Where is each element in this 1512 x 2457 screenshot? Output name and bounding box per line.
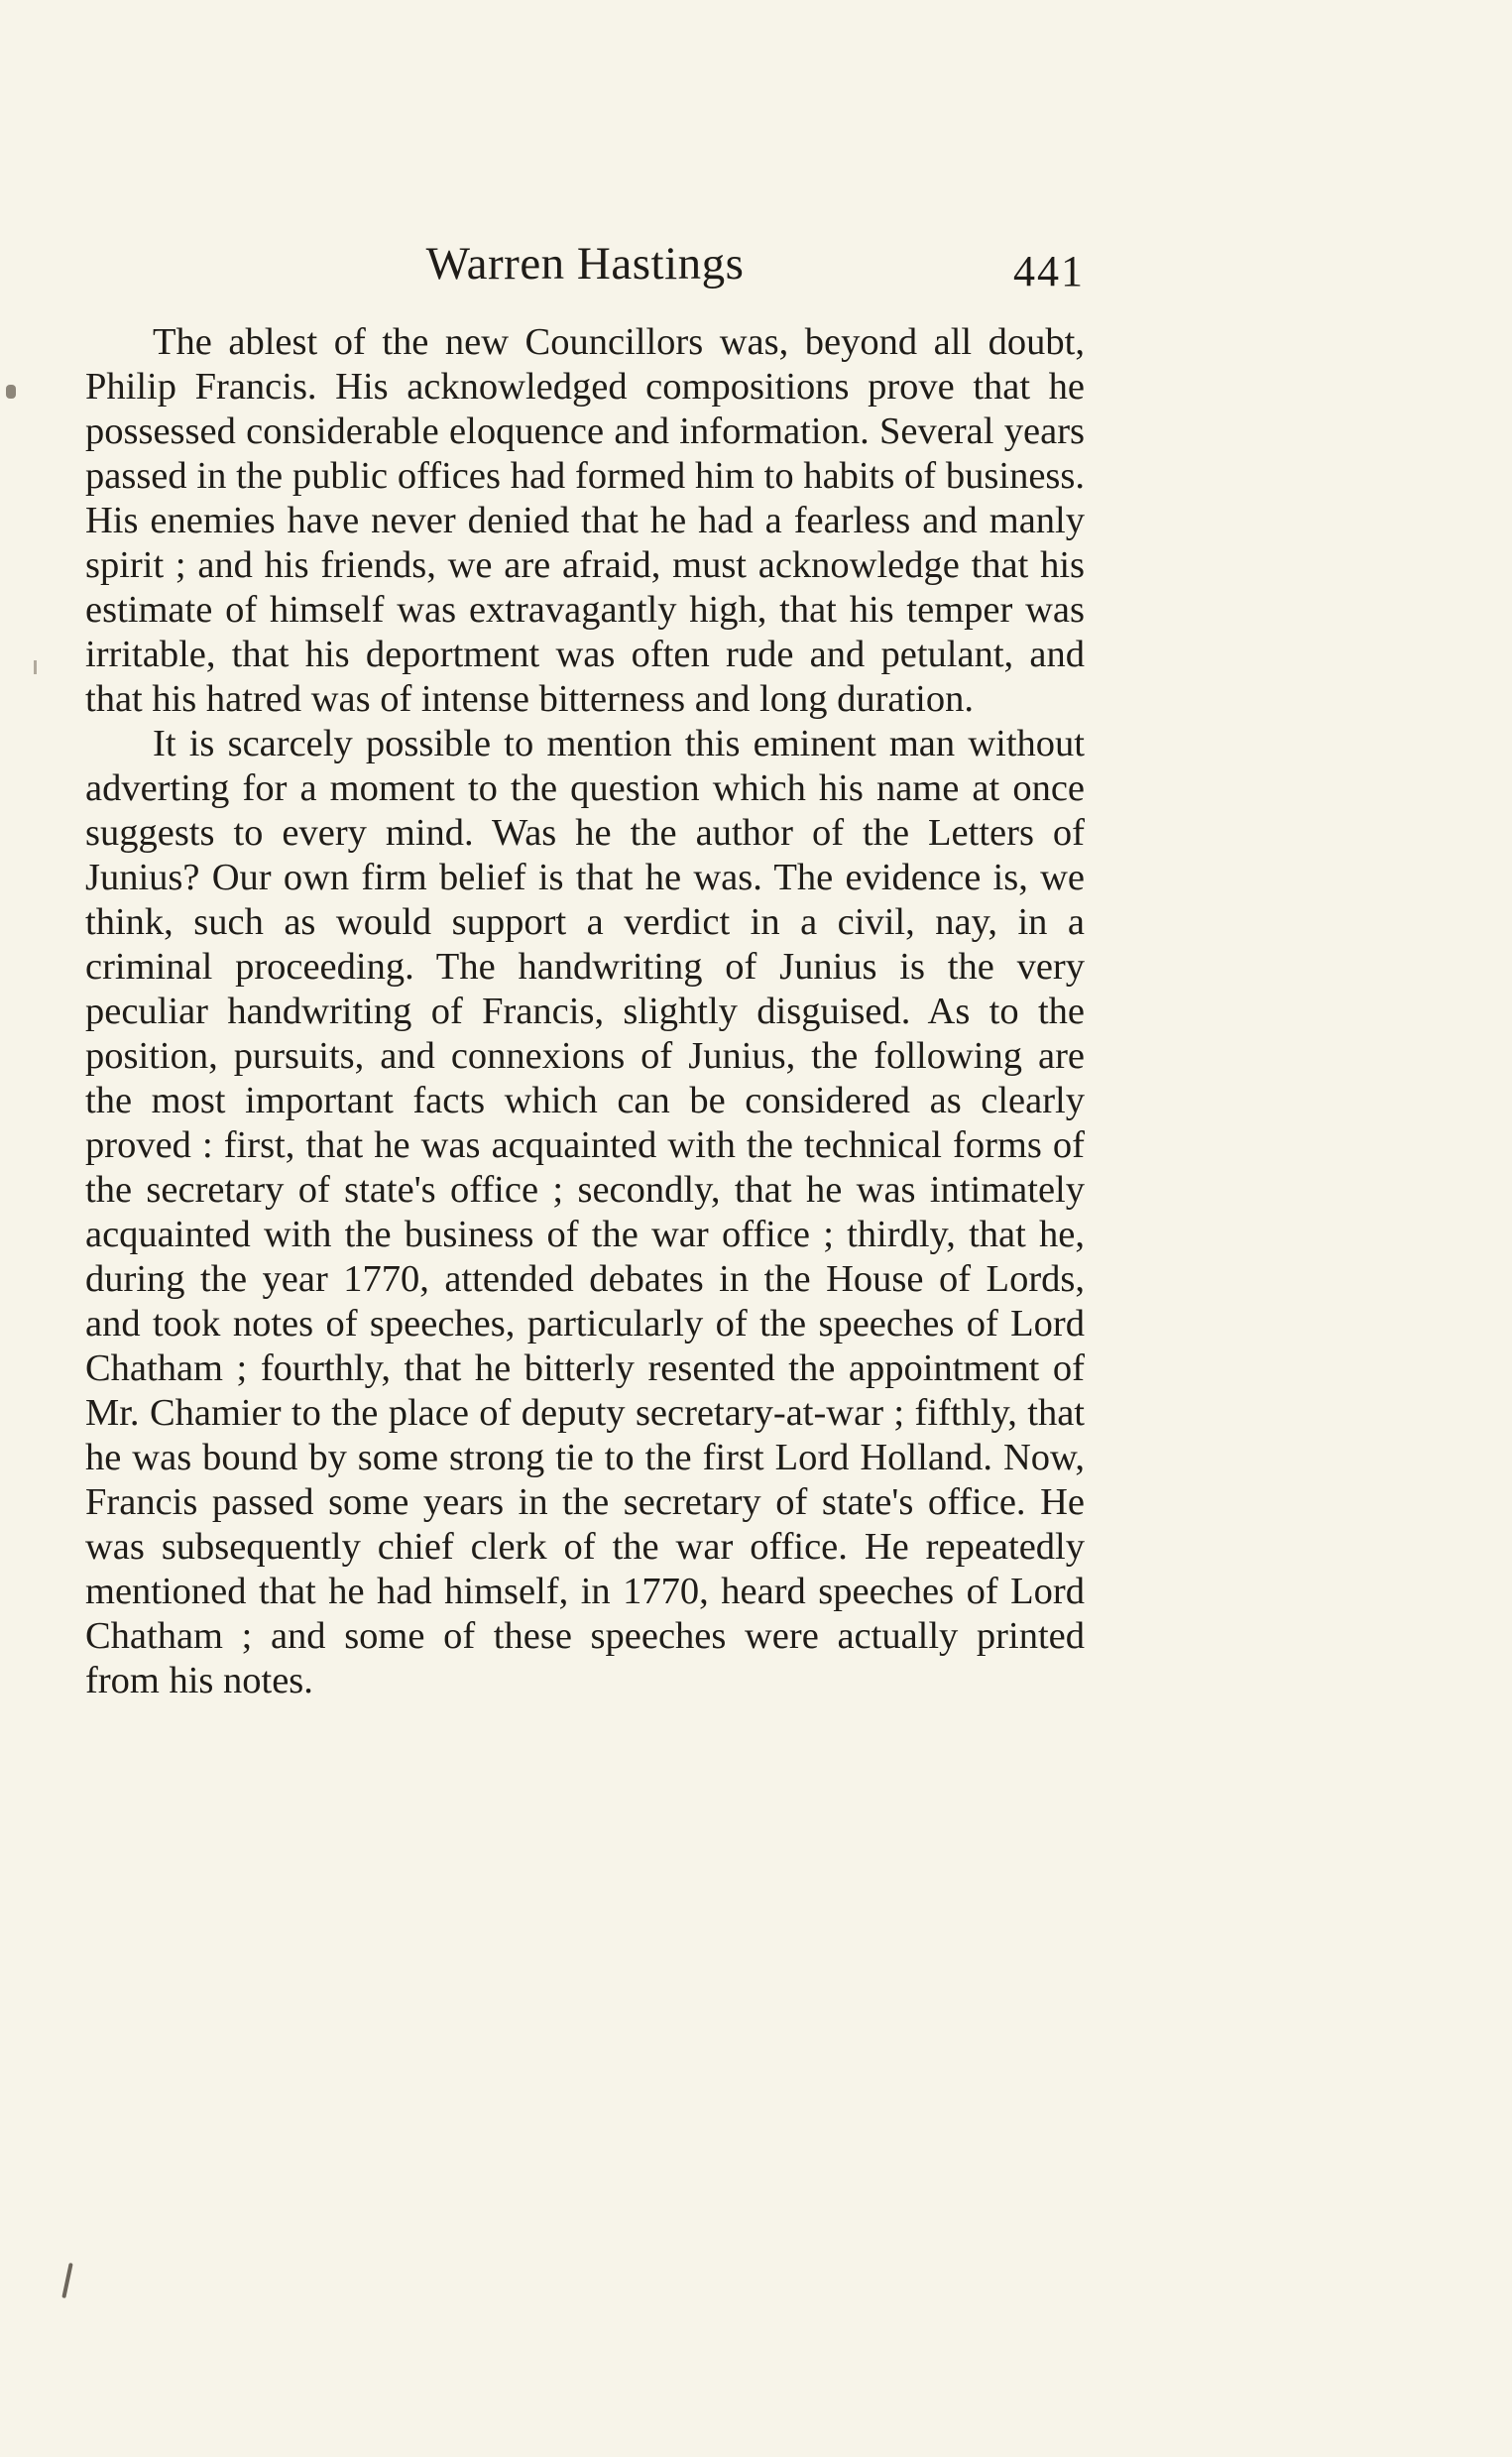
margin-ink-spot [34,660,37,674]
page-header [85,234,1085,293]
running-title: Warren Hastings [425,238,745,290]
body-text [85,320,1085,1703]
margin-ink-spot [61,2263,72,2298]
paragraph: It is scarcely possible to mention this eminent man without adverting for a moment to the question which his name at once suggests to every mind. Was he the author of the Letters of Junius? Our own firm belief is that he was. The evidence is, we think, such as would support a verdict in a civil, nay, in a criminal proceeding. The handwriting of Junius is the very peculiar handwriting of Francis, slightly disguised. As to the position, pursuits, and connexions of Junius, the following are the most important facts which can be considered as clearly proved : first, that he was acquainted with the technical forms of the secretary of state's office ; secondly, that he was intimately acquainted with the business of the war office ; thirdly, that he, during the year 1770, attended debates in the House of Lords, and took notes of speeches, particularly of the speeches of Lord Chatham ; fourthly, that he bitterly resented the appointment of Mr. Chamier to the place of deputy secretary-at-war ; fifthly, that he was bound by some strong tie to the first Lord Holland. Now, Francis passed some years in the secretary of state's office. He was subsequently chief clerk of the war office. He repeatedly mentioned that he had himself, in 1770, heard speeches of Lord Chatham ; and some of these speeches were actually printed from his notes. [85,723,1085,1701]
page-number: 441 [1013,247,1085,295]
paragraph: The ablest of the new Councillors was, beyond all doubt, Philip Francis. His acknowledged compositions prove that he possessed considerable eloquence and information. Several years passed in the public offices had formed him to habits of business. His enemies have never denied that he had a fearless and manly spirit ; and his friends, we are afraid, must acknowledge that his estimate of himself was extravagantly high, that his temper was irritable, that his deportment was often rude and petulant, and that his hatred was of intense bitterness and long duration. [85,321,1085,720]
margin-ink-spot [6,385,16,399]
